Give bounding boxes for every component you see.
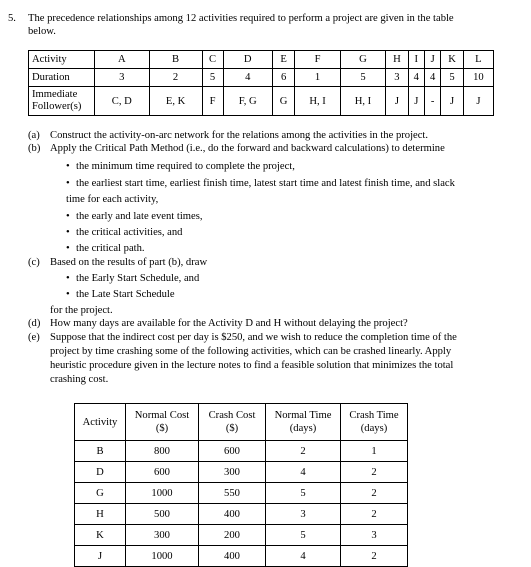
crash-cell: 4 [266,546,341,567]
follower-cell: G [272,87,294,116]
follower-cell: H, I [340,87,385,116]
bullet-dot-icon: • [66,273,70,284]
part-d-label: (d) [28,318,41,329]
crash-cell: J [75,546,126,567]
crash-cell: 3 [341,525,408,546]
part-e-line1: Suppose that the indirect cost per day is $250, and we wish to reduce the completion time of the [50,332,457,343]
crash-cell: K [75,525,126,546]
row-label-duration: Duration [29,69,95,87]
duration-cell: 3 [95,69,150,87]
table-row [75,546,408,567]
table-row [75,462,408,483]
duration-cell: 4 [424,69,440,87]
bullet-dot-icon: • [66,211,70,222]
table-row [75,441,408,462]
activity-cell: A [95,51,150,69]
crash-cell: 3 [266,504,341,525]
activity-cell: B [149,51,202,69]
activity-cell: L [463,51,493,69]
follower-cell: J [441,87,463,116]
follower-cell: J [386,87,408,116]
part-e-line4: crashing cost. [50,374,109,385]
crash-cell: G [75,483,126,504]
activity-table [28,50,494,116]
part-a-label: (a) [28,130,40,141]
crash-cell: 2 [341,546,408,567]
follower-cell: H, I [295,87,340,116]
crash-cell: 2 [341,504,408,525]
crash-cell: 1 [341,441,408,462]
activity-cell: F [295,51,340,69]
duration-cell: 6 [272,69,294,87]
crash-cell: 300 [126,525,199,546]
follower-cell: C, D [95,87,150,116]
part-e-line2: project by time crashing some of the following activities, which can be crashed linearly. Apply [50,346,452,357]
crash-table-header [75,404,408,441]
activity-cell: K [441,51,463,69]
part-a-text: Construct the activity-on-arc network for the relations among the activities in the project. [50,130,429,141]
crash-cell: 800 [126,441,199,462]
part-b-bullet: • the early and late event times, [66,211,203,222]
table-row [75,483,408,504]
part-b-bullet: • the earliest start time, earliest finish time, latest start time and latest finish time, and slack [66,178,455,189]
duration-cell: 5 [202,69,223,87]
crash-cell: 4 [266,462,341,483]
part-b-bullet: • the minimum time required to complete the project, [66,161,295,172]
duration-cell: 4 [223,69,272,87]
bullet-dot-icon: • [66,289,70,300]
problem-intro-line1: The precedence relationships among 12 activities required to perform a project are given in the table [28,13,454,24]
duration-cell: 2 [149,69,202,87]
part-c-after: for the project. [50,305,113,316]
follower-cell: J [463,87,493,116]
activity-cell: E [272,51,294,69]
table-row [75,525,408,546]
duration-cell: 3 [386,69,408,87]
problem-intro-line2: below. [28,26,56,37]
header-normal-time: Normal Time (days) [266,404,341,441]
part-c-bullet: • the Early Start Schedule, and [66,273,200,284]
follower-cell: F [202,87,223,116]
bullet-dot-icon: • [66,227,70,238]
activity-row [29,51,494,69]
crash-cell: 200 [199,525,266,546]
crash-table [74,403,408,567]
crash-cell: 2 [266,441,341,462]
duration-cell: 5 [340,69,385,87]
row-label-followers: Immediate Follower(s) [29,87,95,116]
part-b-label: (b) [28,143,41,154]
crash-cell: B [75,441,126,462]
duration-cell: 4 [408,69,424,87]
part-d-text: How many days are available for the Activity D and H without delaying the project? [50,318,408,329]
follower-cell: J [408,87,424,116]
header-crash-time: Crash Time (days) [341,404,408,441]
part-b-text: Apply the Critical Path Method (i.e., do the forward and backward calculations) to determine [50,143,445,154]
activity-cell: D [223,51,272,69]
crash-cell: H [75,504,126,525]
activity-cell: G [340,51,385,69]
follower-cell: - [424,87,440,116]
activity-cell: J [424,51,440,69]
duration-row [29,69,494,87]
duration-cell: 10 [463,69,493,87]
header-crash-cost: Crash Cost ($) [199,404,266,441]
part-c-text: Based on the results of part (b), draw [50,257,208,268]
crash-cell: 1000 [126,483,199,504]
crash-cell: 2 [341,483,408,504]
part-b-bullet: • the critical path. [66,243,145,254]
bullet-dot-icon: • [66,243,70,254]
activity-cell: H [386,51,408,69]
activity-cell: C [202,51,223,69]
crash-cell: D [75,462,126,483]
table-row [75,504,408,525]
crash-cell: 1000 [126,546,199,567]
crash-cell: 5 [266,483,341,504]
duration-cell: 1 [295,69,340,87]
bullet-dot-icon: • [66,178,70,189]
part-e-label: (e) [28,332,40,343]
crash-cell: 2 [341,462,408,483]
duration-cell: 5 [441,69,463,87]
follower-cell: F, G [223,87,272,116]
crash-cell: 400 [199,546,266,567]
part-b-bullet: • the critical activities, and [66,227,183,238]
problem-number: 5. [8,13,16,24]
crash-cell: 400 [199,504,266,525]
bullet-dot-icon: • [66,161,70,172]
crash-cell: 300 [199,462,266,483]
header-activity: Activity [75,404,126,441]
crash-cell: 600 [126,462,199,483]
follower-cell: E, K [149,87,202,116]
part-b-bullet-continued: time for each activity, [66,194,159,205]
activity-cell: I [408,51,424,69]
crash-cell: 5 [266,525,341,546]
row-label-activity: Activity [29,51,95,69]
crash-cell: 550 [199,483,266,504]
part-e-line3: heuristic procedure given in the lecture notes to find a feasible solution that minimizes the total [50,360,454,371]
part-c-label: (c) [28,257,40,268]
crash-cell: 500 [126,504,199,525]
header-normal-cost: Normal Cost ($) [126,404,199,441]
followers-row [29,87,494,116]
part-c-bullet: • the Late Start Schedule [66,289,175,300]
crash-cell: 600 [199,441,266,462]
